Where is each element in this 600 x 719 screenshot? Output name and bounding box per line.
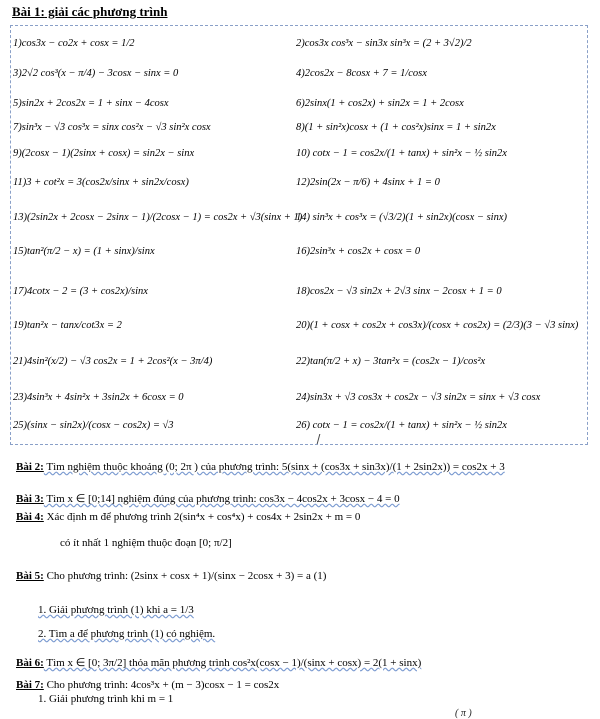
exercise-4 (16, 511, 360, 523)
exercise-4-continuation: có ít nhất 1 nghiệm thuộc đoạn [0; π/2] (60, 537, 232, 549)
exercise-2 (16, 461, 505, 473)
exercise-3-label: Bài 3: (16, 493, 44, 505)
exercise-5-text: Cho phương trình: (2sinx + cosx + 1)/(sinx − 2cosx + 3) = a (1) (43, 570, 327, 582)
equation-8: 8)(1 + sin²x)cosx + (1 + cos²x)sinx = 1 + sin2x (296, 122, 496, 133)
equation-25: 25)(sinx − sin2x)/(cosx − cos2x) = √3 (13, 420, 174, 431)
exercise-5-item-2: 2. Tìm a để phương trình (1) có nghiệm. (38, 628, 216, 640)
exercise-6-label: Bài 6: (16, 657, 44, 669)
equation-26: 26) cotx − 1 = cos2x/(1 + tanx) + sin²x − ½ sin2x (296, 420, 507, 431)
equation-16: 16)2sin³x + cos2x + cosx = 0 (296, 246, 421, 257)
equation-18: 18)cos2x − √3 sin2x + 2√3 sinx − 2cosx + 1 = 0 (296, 286, 502, 297)
title-text: giải các phương trình (44, 4, 168, 19)
equation-21: 21)4sin²(x/2) − √3 cos2x = 1 + 2cos²(x − 3π/4) (13, 356, 213, 367)
equation-10: 10) cotx − 1 = cos2x/(1 + tanx) + sin²x − ½ sin2x (296, 148, 507, 159)
equation-22: 22)tan(π/2 + x) − 3tan²x = (cos2x − 1)/cos²x (296, 356, 486, 367)
equation-17: 17)4cotx − 2 = (3 + cos2x)/sinx (13, 286, 148, 297)
equation-11: 11)3 + cot²x = 3(cos2x/sinx + sin2x/cosx) (13, 177, 189, 188)
equation-2: 2)cos3x cos³x − sin3x sin³x = (2 + 3√2)/2 (296, 38, 472, 49)
title-label: Bài 1: (12, 4, 45, 19)
equation-1: 1)cos3x − co2x + cosx = 1/2 (13, 38, 135, 49)
equation-5: 5)sin2x + 2cos2x = 1 + sinx − 4cosx (13, 98, 169, 109)
exercise-4-text: Xác định m để phương trình 2(sin⁴x + cos⁴x) + cos4x + 2sin2x + m = 0 (43, 511, 361, 523)
section-title (12, 4, 168, 20)
exercise-7-label: Bài 7: (16, 679, 44, 691)
equation-15: 15)tan²(π/2 − x) = (1 + sinx)/sinx (13, 246, 155, 257)
equation-24: 24)sin3x + √3 cos3x + cos2x − √3 sin2x = sinx + √3 cosx (296, 392, 541, 403)
exercise-2-label: Bài 2: (16, 461, 44, 473)
equation-7: 7)sin³x − √3 cos³x = sinx cos²x − √3 sin²x cosx (13, 122, 211, 133)
equation-3: 3)2√2 cos³(x − π/4) − 3cosx − sinx = 0 (13, 68, 179, 79)
equation-6: 6)2sinx(1 + cos2x) + sin2x = 1 + 2cosx (296, 98, 464, 109)
equation-14: 14) sin³x + cos³x = (√3/2)(1 + sin2x)(cosx − sinx) (296, 212, 507, 223)
exercise-6-text: Tìm x ∈ [0; 3π/2] thỏa mãn phương trình cos²x(cosx − 1)/(sinx + cosx) = 2(1 + sinx) (43, 657, 422, 669)
exercise-3 (16, 492, 400, 505)
exercise-7-item-1: 1. Giải phương trình khi m = 1 (38, 693, 174, 705)
equation-19: 19)tan²x − tanx/cot3x = 2 (13, 320, 122, 331)
exercise-2-text: Tìm nghiệm thuộc khoảng (0; 2π ) của phương trình: 5(sinx + (cos3x + sin3x)/(1 + 2sin2x)) = cos2x + 3 (43, 461, 505, 473)
partial-expression: ( π ) (455, 708, 472, 719)
equation-4: 4)2cos2x − 8cosx + 7 = 1/cosx (296, 68, 427, 79)
equations-box (10, 25, 588, 445)
equation-13: 13)(2sin2x + 2cosx − 2sinx − 1)/(2cosx − 1) = cos2x + √3(sinx + 1) (13, 212, 303, 223)
exercise-5-label: Bài 5: (16, 570, 44, 582)
exercise-6 (16, 656, 421, 669)
exercise-4-label: Bài 4: (16, 511, 44, 523)
exercise-5 (16, 570, 326, 582)
exercise-7 (16, 679, 279, 691)
equation-20: 20)(1 + cosx + cos2x + cos3x)/(cosx + cos2x) = (2/3)(3 − √3 sinx) (296, 320, 579, 331)
equation-9: 9)(2cosx − 1)(2sinx + cosx) = sin2x − sinx (13, 148, 195, 159)
exercise-3-text: Tìm x ∈ [0;14] nghiệm đúng của phương trình: cos3x − 4cos2x + 3cosx − 4 = 0 (43, 493, 400, 505)
equation-12: 12)2sin(2x − π/6) + 4sinx + 1 = 0 (296, 177, 440, 188)
exercise-7-text: Cho phương trình: 4cos³x + (m − 3)cosx − 1 = cos2x (43, 679, 280, 691)
equation-23: 23)4sin³x + 4sin²x + 3sin2x + 6cosx = 0 (13, 392, 184, 403)
exercise-5-item-1: 1. Giải phương trình (1) khi a = 1/3 (38, 604, 194, 616)
